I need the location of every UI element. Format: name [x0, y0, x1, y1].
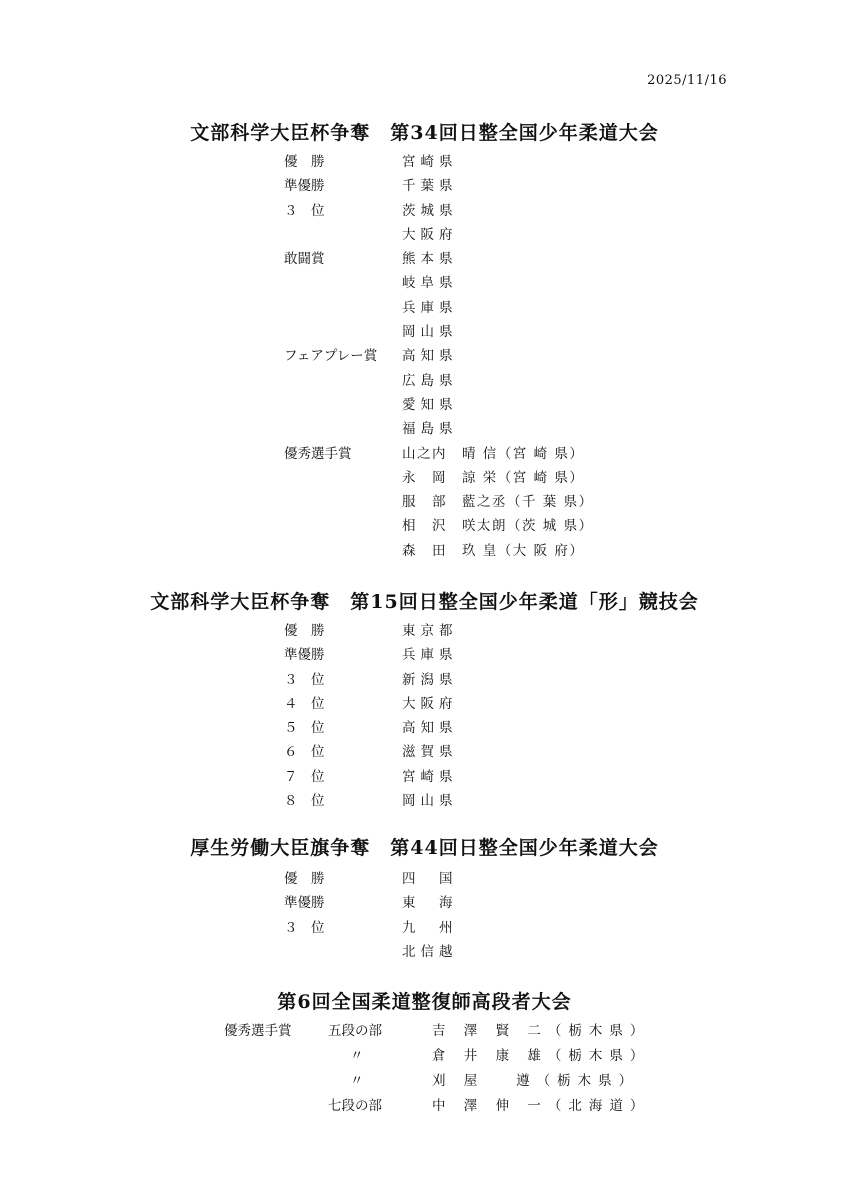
- award-winner: 新潟県: [402, 671, 458, 688]
- result-row: [0, 916, 849, 940]
- award-label: ５ 位: [284, 720, 325, 737]
- award-label: 優 勝: [284, 623, 325, 639]
- result-row: [0, 150, 849, 174]
- award-winner: 兵庫県: [402, 647, 458, 664]
- award-winner: 滋賀県: [402, 744, 458, 761]
- award-winner: 東 海: [402, 895, 458, 912]
- division-label: 五段の部: [328, 1023, 382, 1039]
- award-winner: 広島県: [402, 372, 458, 389]
- result-row: [0, 247, 849, 271]
- award-winner: 岐阜県: [402, 275, 458, 292]
- award-winner: 高知県: [402, 348, 458, 365]
- result-row: [0, 174, 849, 198]
- award-winner: 相 沢 咲太朗（茨 城 県）: [402, 518, 594, 535]
- results-list-kata-15: [0, 619, 849, 813]
- result-row: [0, 199, 849, 223]
- award-winner: 倉 井 康 雄（栃木県）: [432, 1048, 651, 1064]
- award-label: 準優勝: [284, 895, 325, 912]
- result-row: [0, 1069, 849, 1094]
- award-label: ３ 位: [284, 671, 325, 688]
- result-row: [0, 789, 849, 813]
- award-label: 優 勝: [284, 154, 325, 170]
- award-winner: 東京都: [402, 623, 458, 639]
- result-row: [0, 296, 849, 320]
- award-winner: 福島県: [402, 421, 458, 438]
- award-label: 優 勝: [284, 871, 325, 887]
- award-winner: 岡山県: [402, 793, 458, 810]
- award-label: 敢闘賞: [284, 251, 325, 268]
- award-winner: 吉 澤 賢 二（栃木県）: [432, 1023, 651, 1039]
- document-date: 2025/11/16: [647, 73, 727, 88]
- results-list-youth-judo-34: [0, 150, 849, 563]
- result-row: [0, 369, 849, 393]
- division-label: 〃: [350, 1048, 364, 1064]
- result-row: [0, 393, 849, 417]
- award-winner: 九 州: [402, 919, 458, 936]
- result-row: [0, 490, 849, 514]
- result-row: [0, 320, 849, 344]
- award-winner: 服 部 藍之丞（千 葉 県）: [402, 494, 594, 511]
- award-label: 優秀選手賞: [284, 445, 352, 462]
- award-winner: 兵庫県: [402, 299, 458, 316]
- award-winner: 熊本県: [402, 251, 458, 268]
- result-row: [0, 716, 849, 740]
- award-winner: 四 国: [402, 871, 458, 887]
- division-label: 〃: [350, 1073, 364, 1089]
- award-winner: 森 田 玖 皇（大 阪 府）: [402, 542, 585, 559]
- award-label: 準優勝: [284, 178, 325, 195]
- result-row: [0, 867, 849, 891]
- award-winner: 高知県: [402, 720, 458, 737]
- result-row: [0, 1019, 849, 1044]
- section-title-youth-judo-44: 厚生労働大臣旗争奪 第44回日整全国少年柔道大会: [190, 837, 659, 859]
- award-winner: 刈 屋 遵（栃木県）: [432, 1073, 640, 1089]
- result-row: [0, 643, 849, 667]
- award-winner: 宮崎県: [402, 768, 458, 785]
- result-row: [0, 514, 849, 538]
- division-label: 七段の部: [328, 1098, 382, 1114]
- award-winner: 宮崎県: [402, 154, 458, 170]
- result-row: [0, 940, 849, 964]
- award-winner: 北信越: [402, 943, 458, 960]
- result-row: [0, 344, 849, 368]
- section-title-youth-judo-34: 文部科学大臣杯争奪 第34回日整全国少年柔道大会: [190, 122, 659, 144]
- result-row: [0, 891, 849, 915]
- award-label: フェアプレー賞: [284, 348, 378, 365]
- result-row: [0, 619, 849, 643]
- result-row: [0, 442, 849, 466]
- award-winner: 千葉県: [402, 178, 458, 195]
- award-winner: 大阪府: [402, 226, 458, 243]
- section-title-kata-15: 文部科学大臣杯争奪 第15回日整全国少年柔道「形」競技会: [150, 591, 699, 613]
- award-winner: 岡山県: [402, 324, 458, 341]
- award-winner: 愛知県: [402, 396, 458, 413]
- result-row: [0, 1094, 849, 1119]
- results-list-high-dan-6: [0, 1019, 849, 1119]
- award-winner: 山之内 晴 信（宮 崎 県）: [402, 445, 585, 462]
- result-row: [0, 740, 849, 764]
- award-winner: 大阪府: [402, 695, 458, 712]
- award-label: 準優勝: [284, 647, 325, 664]
- result-row: [0, 539, 849, 563]
- result-row: [0, 271, 849, 295]
- award-label: 優秀選手賞: [224, 1023, 292, 1039]
- result-row: [0, 417, 849, 441]
- award-winner: 中 澤 伸 一（北海道）: [432, 1098, 651, 1114]
- result-row: [0, 223, 849, 247]
- award-label: ６ 位: [284, 744, 325, 761]
- section-title-high-dan-6: 第6回全国柔道整復師高段者大会: [277, 991, 572, 1013]
- result-row: [0, 1044, 849, 1069]
- award-label: ７ 位: [284, 768, 325, 785]
- result-row: [0, 466, 849, 490]
- award-label: ８ 位: [284, 793, 325, 810]
- award-winner: 茨城県: [402, 202, 458, 219]
- award-winner: 永 岡 諒 栄（宮 崎 県）: [402, 469, 585, 486]
- result-row: [0, 668, 849, 692]
- result-row: [0, 692, 849, 716]
- award-label: ３ 位: [284, 202, 325, 219]
- results-list-youth-judo-44: [0, 867, 849, 964]
- award-label: ３ 位: [284, 919, 325, 936]
- award-label: ４ 位: [284, 695, 325, 712]
- result-row: [0, 765, 849, 789]
